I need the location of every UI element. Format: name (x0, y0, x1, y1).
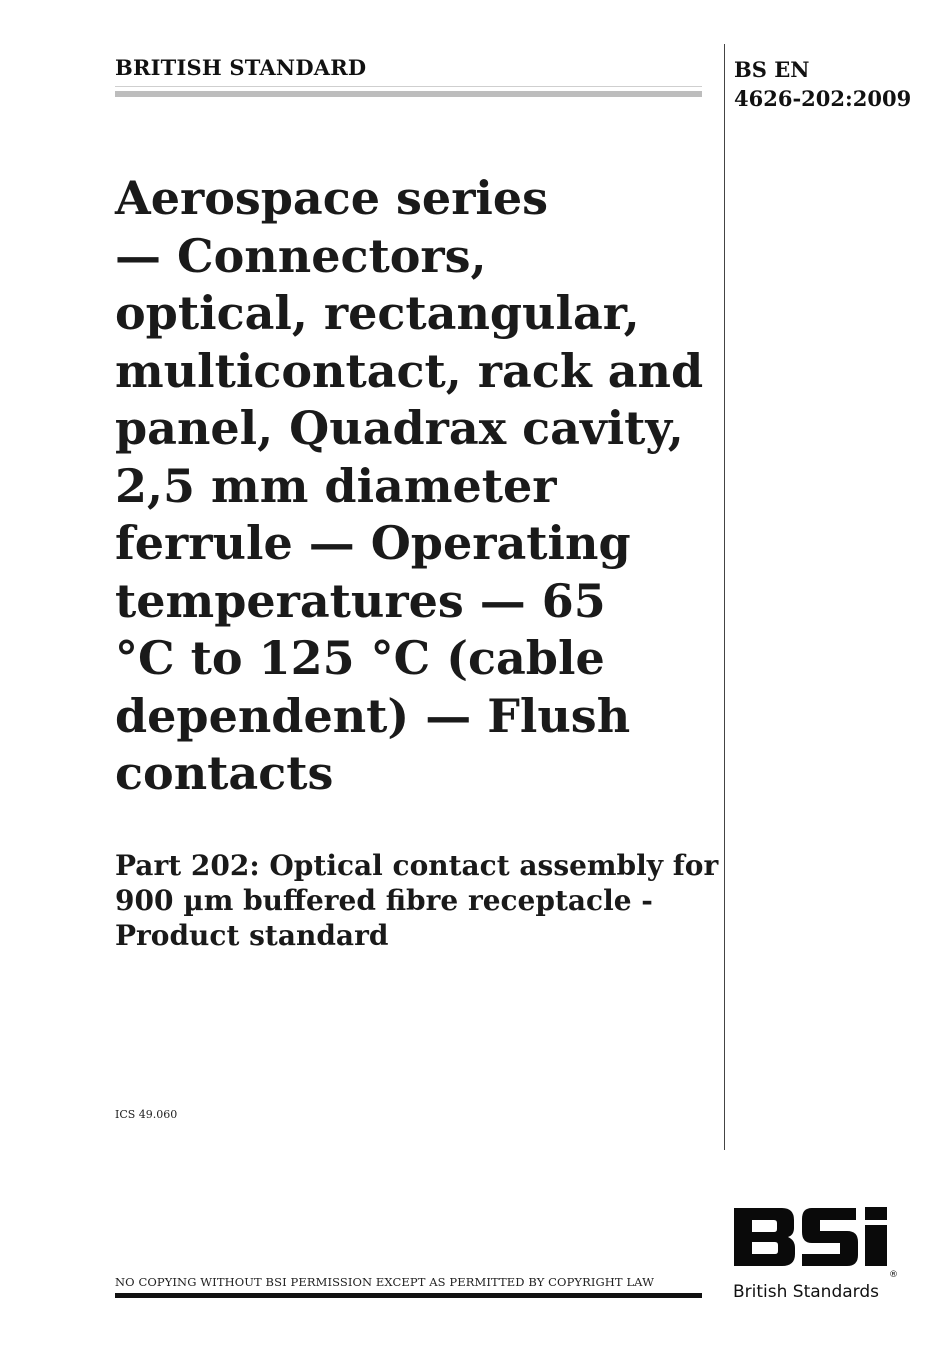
title-line: panel, Quadrax cavity, (115, 401, 684, 455)
title-line: 2,5 mm diameter (115, 458, 557, 513)
header-label: BRITISH STANDARD (115, 55, 367, 80)
subtitle-line: Product standard (115, 919, 389, 952)
footer-rule (115, 1293, 702, 1298)
subtitle-line: Part 202: Optical contact assembly for (115, 849, 719, 882)
bsi-logo-letter-i-dot (865, 1207, 887, 1220)
document-number (734, 55, 911, 113)
header-rule-thin (115, 86, 702, 87)
vertical-divider (724, 44, 725, 1150)
ics-code: ICS 49.060 (115, 1108, 178, 1121)
copyright-notice: NO COPYING WITHOUT BSI PERMISSION EXCEPT AS PERMITTED BY COPYRIGHT LAW (115, 1275, 655, 1289)
bsi-logo-caption: British Standards (733, 1282, 879, 1302)
registered-mark: ® (889, 1270, 898, 1280)
subtitle-line: 900 µm buffered fibre receptacle - (115, 884, 653, 917)
title-line: Aerospace series (115, 171, 549, 225)
document-number-line-1: BS EN (734, 57, 810, 82)
document-subtitle (115, 848, 719, 953)
bsi-logo-letter-s (802, 1208, 858, 1266)
title-line: — Connectors, (115, 228, 487, 283)
document-title (115, 170, 715, 803)
title-line: optical, rectangular, (115, 286, 640, 340)
title-line: multicontact, rack and (115, 343, 704, 398)
title-line: °C to 125 °C (cable (115, 631, 605, 685)
title-line: ferrule — Operating (115, 516, 631, 570)
header-rule-thick (115, 91, 702, 97)
title-line: dependent) — Flush (115, 688, 631, 743)
title-line: temperatures — 65 (115, 573, 606, 628)
bsi-logo-letter-i-stem (865, 1225, 887, 1266)
title-line: contacts (115, 746, 334, 800)
document-number-line-2: 4626-202:2009 (734, 86, 912, 111)
bsi-logo-letter-b (734, 1208, 795, 1266)
